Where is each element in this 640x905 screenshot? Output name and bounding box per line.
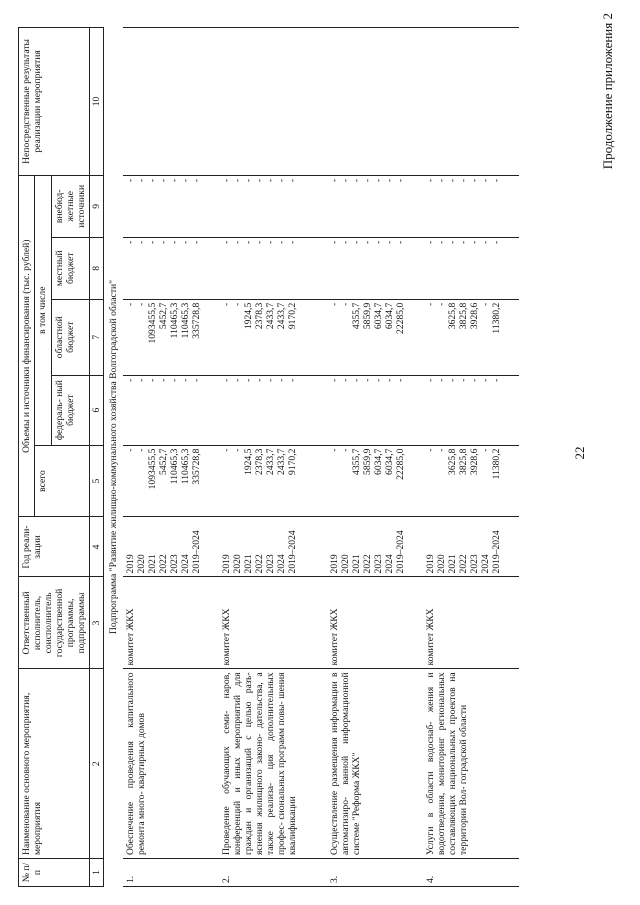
col-number: 4 xyxy=(90,517,104,577)
years-value: 2020 xyxy=(340,554,352,574)
federal-value: - xyxy=(169,378,181,382)
local-value: - xyxy=(491,240,503,245)
measure-name: Обеспечение проведения капитального ремонта много- квартирных домов xyxy=(123,669,219,859)
extra-value: - xyxy=(351,178,363,183)
federal-value: - xyxy=(221,378,233,382)
regional-value: - xyxy=(436,302,448,306)
row-number: 1. xyxy=(123,859,219,887)
local-value: - xyxy=(395,240,407,245)
federal-value: - xyxy=(254,378,266,382)
local-value: - xyxy=(243,240,255,245)
local-value: - xyxy=(125,240,137,245)
total-value: - xyxy=(436,448,448,452)
years xyxy=(327,517,423,577)
result xyxy=(423,28,519,176)
regional-value: 110465,3 xyxy=(180,302,192,339)
extra-value: - xyxy=(276,178,288,183)
extra-value: - xyxy=(287,178,299,183)
regional-value: 5859,9 xyxy=(362,302,374,330)
total-value: 2433,7 xyxy=(265,448,277,475)
regional-value: 6034,7 xyxy=(373,302,385,330)
years-value: 2020 xyxy=(232,554,244,574)
extra-value: - xyxy=(425,178,437,183)
years-value: 2021 xyxy=(351,554,363,574)
federal-value: - xyxy=(373,378,385,382)
extra-value: - xyxy=(458,178,470,183)
federal-value: - xyxy=(287,378,299,382)
table-row xyxy=(327,28,423,887)
extra xyxy=(327,175,423,237)
regional-value: 6034,7 xyxy=(384,302,396,330)
local-value: - xyxy=(180,240,192,245)
federal-value: - xyxy=(480,378,492,382)
page-number: 22 xyxy=(572,446,587,460)
years-value: 2023 xyxy=(265,554,277,574)
federal-value: - xyxy=(351,378,363,382)
total-value: - xyxy=(329,448,341,452)
col-number: 6 xyxy=(90,375,104,445)
measure-name: Осуществление размещения информации в автоматизиро- ванной информационной системе "Реформа ЖКХ" xyxy=(327,669,423,859)
local-value: - xyxy=(254,240,266,245)
federal-value: - xyxy=(362,378,374,382)
extra-value: - xyxy=(243,178,255,183)
years-value: 2022 xyxy=(158,554,170,574)
header-executor: Ответственный исполнитель, соисполнитель государственной программы, подпрограммы xyxy=(19,577,90,669)
years-value: 2023 xyxy=(169,554,181,574)
years-value: 2019 xyxy=(329,554,341,574)
measure-name: Проведение обучающих семи- наров, конференций и иных мероприятий для граждан и организаций с целью разъ- яснения жилищного законо- дательства, а также реализа- ция дополнительных профес- сиональных программ повы- шения квалификации xyxy=(219,669,327,859)
total-value: - xyxy=(125,448,137,452)
extra-value: - xyxy=(384,178,396,183)
local-value: - xyxy=(191,240,203,245)
years-value: 2019–2024 xyxy=(191,530,203,574)
federal-value: - xyxy=(469,378,481,382)
federal-value: - xyxy=(395,378,407,382)
local-value: - xyxy=(469,240,481,245)
regional-value: 2378,3 xyxy=(254,302,266,330)
regional-value: - xyxy=(125,302,137,306)
regional xyxy=(327,299,423,375)
years-value: 2022 xyxy=(458,554,470,574)
regional xyxy=(423,299,519,375)
years xyxy=(219,517,327,577)
local-value: - xyxy=(436,240,448,245)
regional-value: 1093455,5 xyxy=(147,302,159,344)
subprogram-title: Подпрограмма "Развитие жилищно-коммунального хозяйства Волгоградской области" xyxy=(108,279,120,635)
total-value: 3625,8 xyxy=(447,448,459,475)
federal xyxy=(327,375,423,445)
total-value: 22285,0 xyxy=(395,448,407,480)
total-value: 3825,8 xyxy=(458,448,470,475)
regional-value: 1924,5 xyxy=(243,302,255,330)
extra-value: - xyxy=(232,178,244,183)
total xyxy=(219,445,327,517)
total-value: 335728,8 xyxy=(191,448,203,485)
table-row xyxy=(123,28,219,887)
executor: комитет ЖКХ xyxy=(423,577,519,669)
regional-value: 3625,8 xyxy=(447,302,459,330)
total-value: 6034,7 xyxy=(373,448,385,475)
years-value: 2023 xyxy=(373,554,385,574)
row-number: 4. xyxy=(423,859,519,887)
total-value: 1924,5 xyxy=(243,448,255,475)
regional-value: 4355,7 xyxy=(351,302,363,330)
regional-value: - xyxy=(480,302,492,306)
extra xyxy=(423,175,519,237)
total-value: 2433,7 xyxy=(276,448,288,475)
years-value: 2022 xyxy=(254,554,266,574)
local-value: - xyxy=(384,240,396,245)
years-value: 2022 xyxy=(362,554,374,574)
total xyxy=(327,445,423,517)
extra-value: - xyxy=(158,178,170,183)
years-value: 2019–2024 xyxy=(287,530,299,574)
header-funding: Объемы и источники финансирования (тыс. рублей) xyxy=(19,175,35,517)
extra-value: - xyxy=(329,178,341,183)
federal xyxy=(219,375,327,445)
regional xyxy=(219,299,327,375)
total-value: - xyxy=(480,448,492,452)
federal-value: - xyxy=(147,378,159,382)
extra xyxy=(219,175,327,237)
total-value: 110465,3 xyxy=(169,448,181,485)
local-value: - xyxy=(480,240,492,245)
local-value: - xyxy=(340,240,352,245)
years-value: 2021 xyxy=(243,554,255,574)
extra-value: - xyxy=(480,178,492,183)
extra-value: - xyxy=(169,178,181,183)
executor: комитет ЖКХ xyxy=(219,577,327,669)
extra-value: - xyxy=(136,178,148,183)
extra-value: - xyxy=(436,178,448,183)
federal-value: - xyxy=(180,378,192,382)
extra-value: - xyxy=(125,178,137,183)
federal-value: - xyxy=(458,378,470,382)
local-value: - xyxy=(221,240,233,245)
col-number: 2 xyxy=(90,669,104,859)
federal-value: - xyxy=(265,378,277,382)
years-value: 2019–2024 xyxy=(395,530,407,574)
federal-value: - xyxy=(191,378,203,382)
regional-value: 335728,8 xyxy=(191,302,203,339)
federal-value: - xyxy=(436,378,448,382)
regional-value: 3825,8 xyxy=(458,302,470,330)
federal-value: - xyxy=(329,378,341,382)
years-value: 2020 xyxy=(436,554,448,574)
local-value: - xyxy=(169,240,181,245)
years-value: 2019 xyxy=(221,554,233,574)
extra-value: - xyxy=(221,178,233,183)
header-total: всего xyxy=(35,445,90,517)
years-value: 2021 xyxy=(447,554,459,574)
regional-value: - xyxy=(340,302,352,306)
table-row xyxy=(219,28,327,887)
federal-value: - xyxy=(425,378,437,382)
column-numbers-row xyxy=(90,28,104,887)
regional-value: 5452,7 xyxy=(158,302,170,330)
total xyxy=(423,445,519,517)
federal-value: - xyxy=(158,378,170,382)
total-value: 6034,7 xyxy=(384,448,396,475)
header-no: № п/п xyxy=(19,859,90,887)
subprogram-row xyxy=(104,28,124,887)
local-value: - xyxy=(458,240,470,245)
total-value: - xyxy=(136,448,148,452)
extra-value: - xyxy=(265,178,277,183)
extra-value: - xyxy=(447,178,459,183)
total-value: 110465,3 xyxy=(180,448,192,485)
years-value: 2024 xyxy=(276,554,288,574)
local xyxy=(423,237,519,299)
local-value: - xyxy=(329,240,341,245)
header-extra: внебюд- жетные источники xyxy=(52,175,90,237)
total-value: 1093455,5 xyxy=(147,448,159,490)
regional-value: 2433,7 xyxy=(265,302,277,330)
local-value: - xyxy=(447,240,459,245)
extra-value: - xyxy=(395,178,407,183)
federal xyxy=(123,375,219,445)
extra-value: - xyxy=(469,178,481,183)
local-value: - xyxy=(265,240,277,245)
local-value: - xyxy=(287,240,299,245)
years-value: 2019 xyxy=(425,554,437,574)
header-federal: федераль- ный бюджет xyxy=(52,375,90,445)
federal-value: - xyxy=(340,378,352,382)
total-value: 3928,6 xyxy=(469,448,481,475)
header-name: Наименование основного мероприятия, мероприятия xyxy=(19,669,90,859)
extra xyxy=(123,175,219,237)
regional-value: 2433,7 xyxy=(276,302,288,330)
total-value: 11380,2 xyxy=(491,448,503,480)
federal-value: - xyxy=(232,378,244,382)
local-value: - xyxy=(425,240,437,245)
regional-value: 22285,0 xyxy=(395,302,407,334)
federal-value: - xyxy=(243,378,255,382)
col-number: 3 xyxy=(90,577,104,669)
extra-value: - xyxy=(180,178,192,183)
col-number: 10 xyxy=(90,28,104,176)
local xyxy=(219,237,327,299)
regional-value: - xyxy=(425,302,437,306)
extra-value: - xyxy=(191,178,203,183)
total-value: 9170,2 xyxy=(287,448,299,475)
regional-value: 3928,6 xyxy=(469,302,481,330)
years-value: 2019–2024 xyxy=(491,530,503,574)
col-number: 8 xyxy=(90,237,104,299)
regional xyxy=(123,299,219,375)
row-number: 2. xyxy=(219,859,327,887)
local-value: - xyxy=(362,240,374,245)
years-value: 2024 xyxy=(180,554,192,574)
regional-value: 11380,2 xyxy=(491,302,503,334)
local-value: - xyxy=(351,240,363,245)
years-value: 2024 xyxy=(384,554,396,574)
total-value: - xyxy=(425,448,437,452)
local-value: - xyxy=(147,240,159,245)
extra-value: - xyxy=(340,178,352,183)
total-value: 4355,7 xyxy=(351,448,363,475)
total-value: 2378,3 xyxy=(254,448,266,475)
col-number: 7 xyxy=(90,299,104,375)
regional-value: - xyxy=(329,302,341,306)
years-value: 2024 xyxy=(480,554,492,574)
federal-value: - xyxy=(276,378,288,382)
extra-value: - xyxy=(373,178,385,183)
col-number: 9 xyxy=(90,175,104,237)
measure-name: Услуги в области водоснаб- жения и водоотведения, мониторинг региональных составляющих национальных проектов на территории Вол- гоградской области xyxy=(423,669,519,859)
col-number: 5 xyxy=(90,445,104,517)
federal-value: - xyxy=(125,378,137,382)
header-results: Непосредственные результаты реализации мероприятия xyxy=(19,28,90,176)
header-local: местный бюджет xyxy=(52,237,90,299)
federal xyxy=(423,375,519,445)
federal-value: - xyxy=(384,378,396,382)
total-value: - xyxy=(232,448,244,452)
col-number: 1 xyxy=(90,859,104,887)
row-number: 3. xyxy=(327,859,423,887)
document-sheet xyxy=(10,13,630,893)
executor: комитет ЖКХ xyxy=(327,577,423,669)
regional-value: - xyxy=(232,302,244,306)
local-value: - xyxy=(276,240,288,245)
program-table xyxy=(18,27,519,887)
extra-value: - xyxy=(362,178,374,183)
local-value: - xyxy=(373,240,385,245)
table-row xyxy=(423,28,519,887)
total-value: - xyxy=(340,448,352,452)
federal-value: - xyxy=(447,378,459,382)
header-incl: в том числе xyxy=(35,175,52,445)
federal-value: - xyxy=(136,378,148,382)
extra-value: - xyxy=(147,178,159,183)
extra-value: - xyxy=(254,178,266,183)
result xyxy=(327,28,423,176)
local xyxy=(327,237,423,299)
continuation-label: Продолжение приложения 2 xyxy=(600,13,615,170)
local xyxy=(123,237,219,299)
local-value: - xyxy=(232,240,244,245)
regional-value: - xyxy=(136,302,148,306)
regional-value: 9170,2 xyxy=(287,302,299,330)
total-value: 5452,7 xyxy=(158,448,170,475)
years xyxy=(123,517,219,577)
header-year: Год реали- зации xyxy=(19,517,90,577)
regional-value: 110465,3 xyxy=(169,302,181,339)
header-regional: областной бюджет xyxy=(52,299,90,375)
total xyxy=(123,445,219,517)
years-value: 2020 xyxy=(136,554,148,574)
executor: комитет ЖКХ xyxy=(123,577,219,669)
federal-value: - xyxy=(491,378,503,382)
years-value: 2023 xyxy=(469,554,481,574)
years xyxy=(423,517,519,577)
local-value: - xyxy=(158,240,170,245)
result xyxy=(219,28,327,176)
years-value: 2019 xyxy=(125,554,137,574)
extra-value: - xyxy=(491,178,503,183)
result xyxy=(123,28,219,176)
regional-value: - xyxy=(221,302,233,306)
local-value: - xyxy=(136,240,148,245)
total-value: 5859,9 xyxy=(362,448,374,475)
total-value: - xyxy=(221,448,233,452)
years-value: 2021 xyxy=(147,554,159,574)
